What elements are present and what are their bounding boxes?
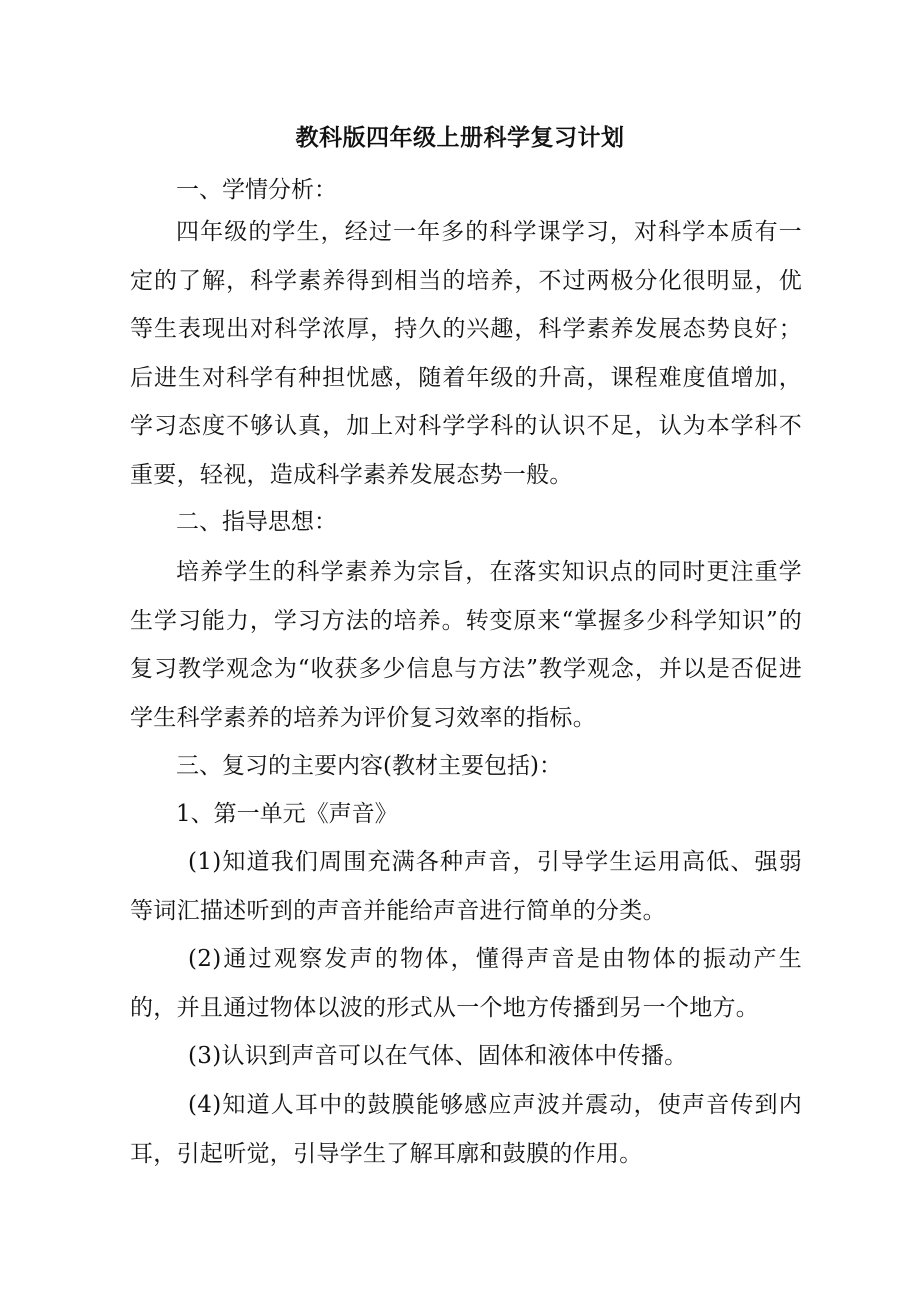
unit-heading-sound: 1、第一单元《声音》 xyxy=(176,801,398,827)
list-item-text: (4)知道人耳中的鼓膜能够感应声波并震动，使声音传到内耳，引起听觉，引导学生了解耳廓和鼓膜的作用。 xyxy=(130,1092,802,1167)
paragraph-text: 四年级的学生，经过一年多的科学课学习，对科学本质有一定的了解，科学素养得到相当的培养，不过两极分化很明显，优等生表现出对科学浓厚，持久的兴趣，科学素养发展态势良好；后进生对科学有种担忧感，随着年级的升高，课程难度值增加，学习态度不够认真，加上对科学学科的认识不足，认为本学科不重要，轻视，造成科学素养发展态势一般。 xyxy=(130,219,802,488)
list-item-text: (3)认识到声音可以在气体、固体和液体中传播。 xyxy=(188,1043,688,1069)
list-item xyxy=(130,838,802,935)
list-item xyxy=(130,1032,802,1081)
section-heading-review-content: 三、复习的主要内容(教材主要包括)： xyxy=(176,753,562,779)
section-paragraph-guiding-idea xyxy=(130,548,802,742)
list-item xyxy=(130,1081,802,1178)
list-item xyxy=(130,935,802,1032)
document-title: 教科版四年级上册科学复习计划 xyxy=(295,125,625,151)
list-item-text: (1)知道我们周围充满各种声音，引导学生运用高低、强弱等词汇描述听到的声音并能给声音进行简单的分类。 xyxy=(130,849,802,924)
section-paragraph-analysis xyxy=(130,208,802,499)
list-item-text: (2)通过观察发声的物体，懂得声音是由物体的振动产生的，并且通过物体以波的形式从一个地方传播到另一个地方。 xyxy=(130,946,802,1021)
section-heading-guiding-idea: 二、指导思想： xyxy=(176,509,337,535)
section-heading-analysis: 一、学情分析： xyxy=(176,177,337,203)
paragraph-text: 培养学生的科学素养为宗旨，在落实知识点的同时更注重学生学习能力，学习方法的培养。转变原来“掌握多少科学知识”的复习教学观念为“收获多少信息与方法”教学观念，并以是否促进学生科学素养的培养为评价复习效率的指标。 xyxy=(130,559,802,731)
